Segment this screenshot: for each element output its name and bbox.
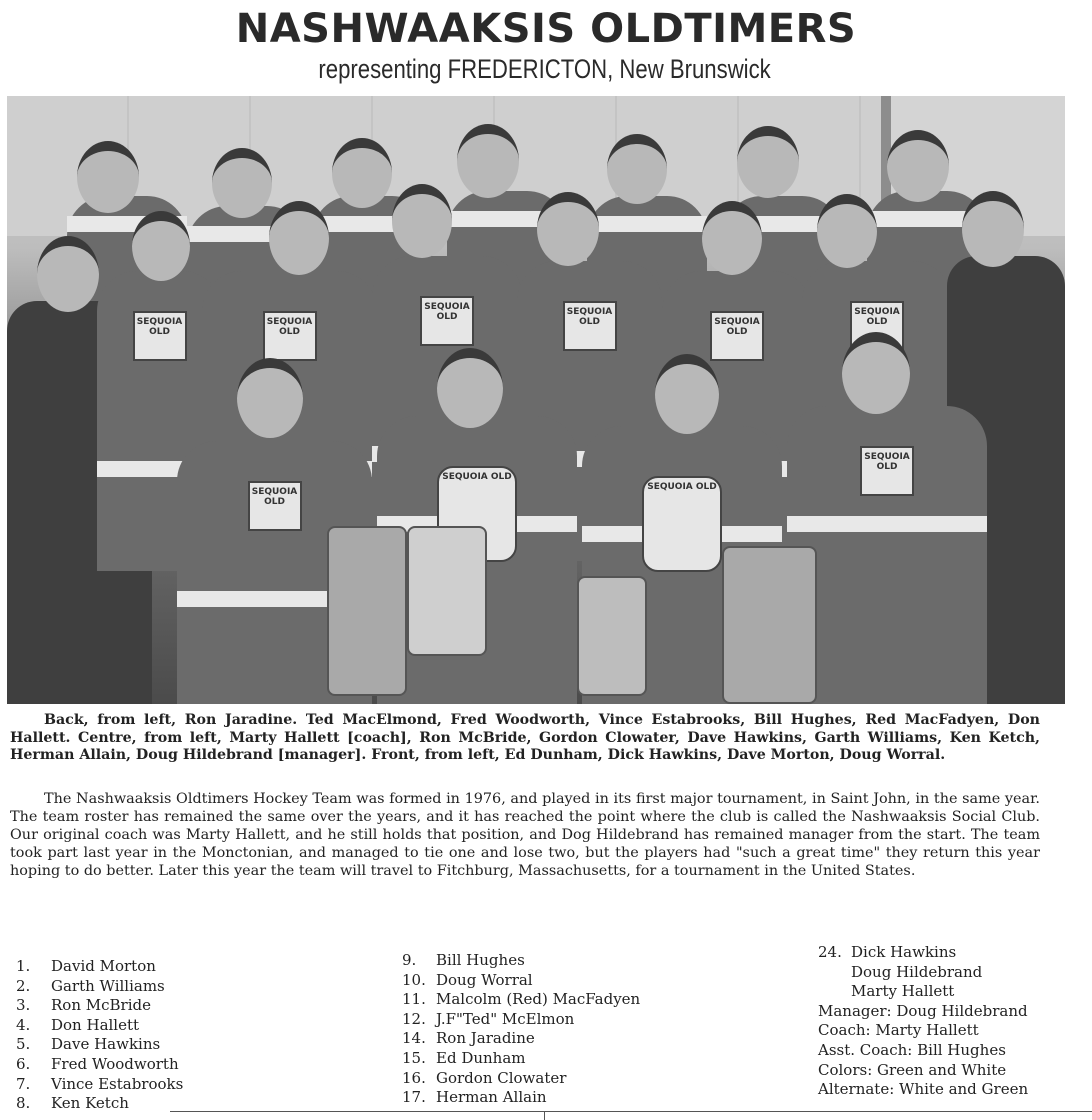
roster-name: David Morton xyxy=(51,957,156,975)
staff-coach: Coach: Marty Hallett xyxy=(818,1021,979,1040)
player-head xyxy=(817,194,877,268)
coach-head xyxy=(37,236,99,312)
roster-number: 9. xyxy=(402,951,417,969)
roster-item xyxy=(402,1010,640,1030)
player-head xyxy=(607,134,667,204)
roster-name: Dave Hawkins xyxy=(51,1035,161,1054)
roster-number: 4. xyxy=(16,1015,31,1034)
roster-name: Gordon Clowater xyxy=(436,1068,567,1087)
team-alternate-colors: Alternate: White and Green xyxy=(818,1080,1029,1099)
roster-number: 11. xyxy=(402,990,426,1009)
jersey-crest: SEQUOIA OLD xyxy=(710,311,764,361)
roster-number: 24. xyxy=(818,943,842,961)
staff-asst-coach: Asst. Coach: Bill Hughes xyxy=(818,1040,1006,1059)
roster-item xyxy=(16,996,183,1016)
player-head xyxy=(77,141,139,213)
roster-item xyxy=(402,1069,640,1089)
jersey-crest: SEQUOIA OLD xyxy=(437,466,517,562)
player-head xyxy=(457,124,519,198)
roster-item xyxy=(402,1029,640,1049)
team-photo xyxy=(7,96,1065,704)
roster-item xyxy=(402,971,640,991)
roster-number: 15. xyxy=(402,1048,426,1067)
roster-name: Herman Allain xyxy=(436,1088,547,1107)
roster-number: 6. xyxy=(16,1054,31,1073)
roster-column-1 xyxy=(16,957,183,1114)
roster-column-3 xyxy=(818,943,1028,1100)
page-subtitle: representing FREDERICTON, New Brunswick xyxy=(318,54,771,84)
photo-caption: Back, from left, Ron Jaradine. Ted MacElmond, Fred Woodworth, Vince Estabrooks, Bill Hughes, Red MacFadyen, Don Hallett. Centre, from left, Marty Hallett [coach], Ron McBride, Gordon Clowater, Dave Hawkins, Garth Williams, Ken Ketch, Herman Allain, Doug Hildebrand [manager]. Front, from left, Ed Dunham, Dick Hawkins, Dave Morton, Doug Worral. xyxy=(10,712,1040,763)
player-head xyxy=(702,201,762,275)
roster-name: Malcolm (Red) MacFadyen xyxy=(436,990,641,1009)
roster-item xyxy=(16,1035,183,1055)
player-head xyxy=(537,192,599,266)
roster-item xyxy=(818,943,1028,963)
roster-number: 17. xyxy=(402,1088,426,1107)
roster-number: 10. xyxy=(402,970,426,989)
roster-number: 14. xyxy=(402,1029,426,1048)
player-head xyxy=(269,201,329,275)
roster-name: J.F"Ted" McElmon xyxy=(436,1009,575,1028)
goalie-head xyxy=(437,348,503,428)
jersey-crest: SEQUOIA OLD xyxy=(642,476,722,572)
roster-item xyxy=(402,990,640,1010)
article-body: The Nashwaaksis Oldtimers Hockey Team was formed in 1976, and played in its first major tournament, in Saint John, in the same year. The team roster has remained the same over the years, and it has reached the point where the club is called the Nashwaaksis Social Club. Our original coach was Marty Hallett, and he still holds that position, and Dog Hildebrand has remained manager from the start. The team took part last year in the Monctonian, and managed to tie one and lose two, but the players had "such a great time" they return this year hoping to do better. Later this year the team will travel to Fitchburg, Massachusetts, for a tournament in the United States. xyxy=(10,791,1040,879)
roster-name: Ed Dunham xyxy=(436,1048,526,1067)
roster-number: 3. xyxy=(16,996,31,1015)
jersey-crest: SEQUOIA OLD xyxy=(850,301,904,351)
roster-name: Garth Williams xyxy=(51,976,165,995)
bottom-rule xyxy=(170,1111,1092,1112)
jersey-crest: SEQUOIA OLD xyxy=(263,311,317,361)
roster-name: Ron Jaradine xyxy=(436,1029,535,1048)
roster-number: 7. xyxy=(16,1074,31,1093)
jersey-crest: SEQUOIA OLD xyxy=(420,296,474,346)
player-head xyxy=(237,358,303,438)
roster-number: 12. xyxy=(402,1009,426,1028)
roster-name: Fred Woodworth xyxy=(51,1054,179,1073)
player-head xyxy=(737,126,799,198)
roster-name: Vince Estabrooks xyxy=(51,1074,184,1093)
page-title: NASHWAAKSIS OLDTIMERS xyxy=(235,6,857,52)
roster-name: Ken Ketch xyxy=(51,1094,129,1113)
player-figure xyxy=(787,406,987,704)
roster-number: 8. xyxy=(16,1094,31,1113)
roster-item xyxy=(16,1055,183,1075)
jersey-crest: SEQUOIA OLD xyxy=(563,301,617,351)
roster-item xyxy=(16,1016,183,1036)
jersey-crest: SEQUOIA OLD xyxy=(860,446,914,496)
roster-name: Dick Hawkins xyxy=(851,943,957,961)
bottom-rule-divider xyxy=(544,1111,545,1120)
roster-item xyxy=(16,1094,183,1114)
roster-number: 5. xyxy=(16,1035,31,1054)
roster-item xyxy=(402,1088,640,1108)
player-head xyxy=(392,184,452,258)
roster-item xyxy=(402,1049,640,1069)
roster-item: Marty Hallett xyxy=(851,982,955,1001)
goalie-blocker xyxy=(407,526,487,656)
roster-item: Doug Hildebrand xyxy=(851,962,983,981)
jersey-crest: SEQUOIA OLD xyxy=(248,481,302,531)
roster-column-2 xyxy=(402,951,640,1108)
roster-item xyxy=(16,1075,183,1095)
jersey-crest: SEQUOIA OLD xyxy=(133,311,187,361)
goalie-pad xyxy=(327,526,407,696)
roster-number: 16. xyxy=(402,1068,426,1087)
goalie-blocker xyxy=(577,576,647,696)
player-head xyxy=(132,211,190,281)
player-head xyxy=(212,148,272,218)
roster-number: 1. xyxy=(16,957,31,975)
player-head xyxy=(842,332,910,414)
roster-name: Ron McBride xyxy=(51,996,151,1015)
roster-item xyxy=(402,951,640,971)
goalie-head xyxy=(655,354,719,434)
player-head xyxy=(887,130,949,202)
staff-manager: Manager: Doug Hildebrand xyxy=(818,1001,1028,1020)
team-colors: Colors: Green and White xyxy=(818,1060,1007,1079)
roster-name: Bill Hughes xyxy=(436,951,525,969)
roster-item xyxy=(16,957,183,977)
roster-number: 2. xyxy=(16,976,31,995)
goalie-pad xyxy=(722,546,817,704)
roster-name: Don Hallett xyxy=(51,1015,140,1034)
player-head xyxy=(332,138,392,208)
roster-name: Doug Worral xyxy=(436,970,533,989)
manager-head xyxy=(962,191,1024,267)
roster-item xyxy=(16,977,183,997)
